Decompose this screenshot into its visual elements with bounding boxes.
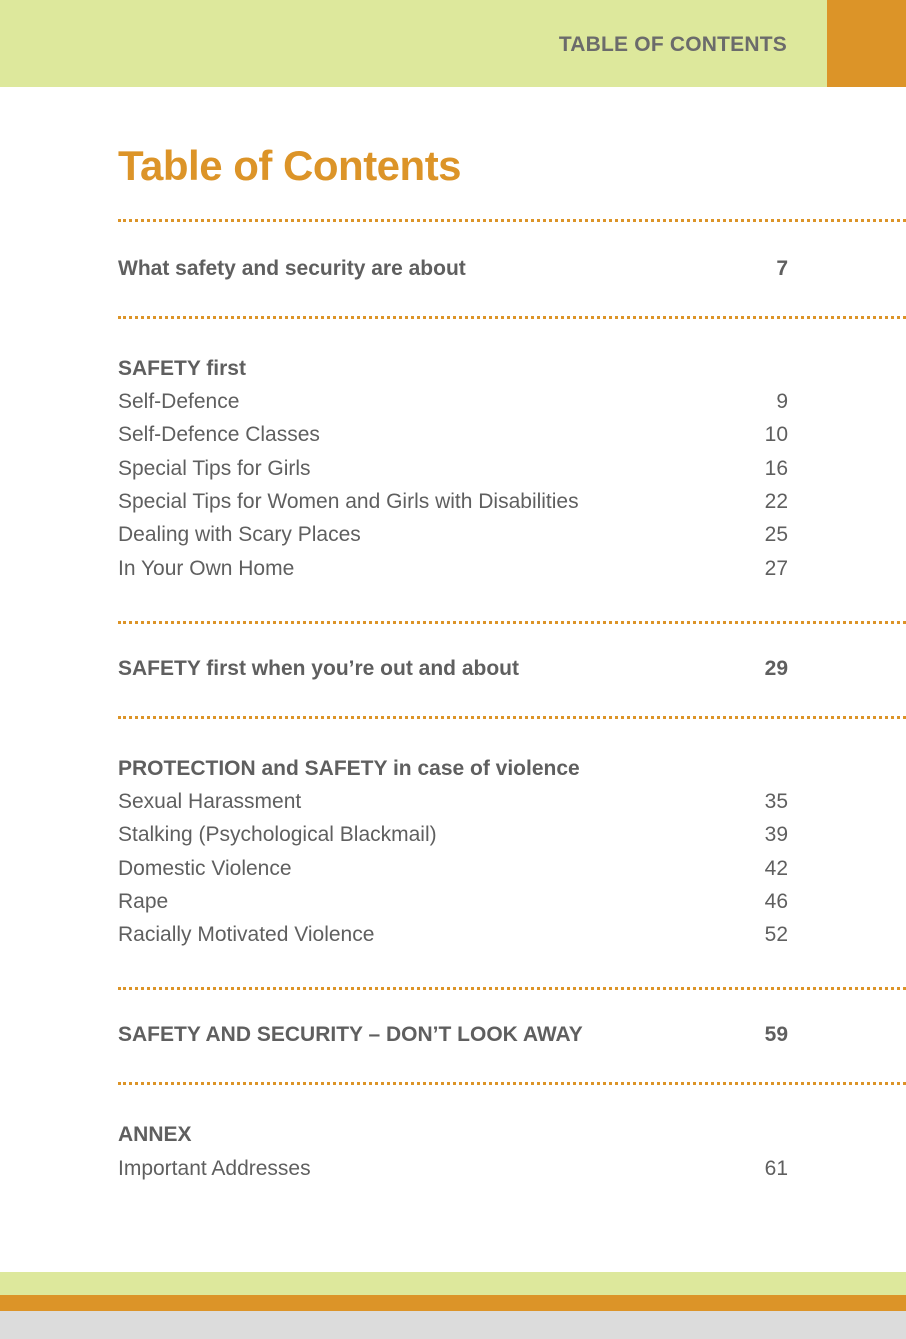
toc-heading-label: ANNEX [118,1123,192,1146]
toc-entry[interactable] [118,787,788,817]
toc-entry-label: Dealing with Scary Places [118,523,361,546]
toc-entry[interactable] [118,854,788,884]
toc-page-number: 59 [764,1023,788,1046]
toc-entry-label: Stalking (Psychological Blackmail) [118,823,437,846]
toc-entry-label: Important Addresses [118,1157,311,1180]
toc-entry-label: Self-Defence Classes [118,423,320,446]
footer-band-green [0,1272,906,1295]
toc-page-number: 35 [764,790,788,813]
dotted-divider [118,621,906,624]
dotted-divider [118,716,906,719]
toc-heading-label: SAFETY first when you’re out and about [118,657,519,680]
toc-heading-label: SAFETY first [118,357,246,380]
dotted-divider [118,1082,906,1085]
toc-page-number: 10 [764,423,788,446]
footer-band-grey [0,1311,906,1339]
toc-entry-label: In Your Own Home [118,557,295,580]
toc-section-heading[interactable] [118,654,788,684]
toc-entry[interactable] [118,487,788,517]
toc-page-number: 16 [764,457,788,480]
toc-entry[interactable] [118,520,788,550]
toc-section-heading[interactable] [118,1020,788,1050]
toc-entry-label: Special Tips for Women and Girls with Disabilities [118,490,579,513]
toc-page-number: 46 [764,890,788,913]
toc-page-number: 25 [764,523,788,546]
page-title: Table of Contents [118,142,462,189]
toc-section-heading[interactable] [118,254,788,284]
footer-band-orange [0,1295,906,1311]
toc-heading-label: SAFETY AND SECURITY – DON’T LOOK AWAY [118,1023,583,1046]
toc-entry[interactable] [118,1154,788,1184]
toc-page-number: 42 [764,857,788,880]
toc-entry[interactable] [118,554,788,584]
toc-entry-label: Rape [118,890,169,913]
toc-entry[interactable] [118,920,788,950]
toc-page-number: 27 [764,557,788,580]
header-tab [827,0,906,87]
toc-page-number: 29 [764,657,788,680]
toc-entry-label: Special Tips for Girls [118,457,311,480]
toc-entry[interactable] [118,820,788,850]
toc-page-number: 52 [764,923,788,946]
toc-heading-label: PROTECTION and SAFETY in case of violence [118,757,580,780]
toc-entry[interactable] [118,887,788,917]
toc-section-heading [118,354,788,384]
toc-section-heading [118,1120,788,1150]
toc-section-heading [118,754,788,784]
toc-entry[interactable] [118,387,788,417]
toc-page-number: 39 [764,823,788,846]
toc-entry-label: Racially Motivated Violence [118,923,375,946]
toc-entry-label: Self-Defence [118,390,240,413]
toc-page-number: 9 [776,390,788,413]
toc-page-number: 7 [776,257,788,280]
toc-page-number: 22 [764,490,788,513]
toc-heading-label: What safety and security are about [118,257,466,280]
dotted-divider [118,987,906,990]
dotted-divider [118,219,906,222]
toc-entry[interactable] [118,420,788,450]
running-header: TABLE OF CONTENTS [558,33,787,56]
toc-entry-label: Sexual Harassment [118,790,302,813]
toc-entry-label: Domestic Violence [118,857,292,880]
dotted-divider [118,316,906,319]
toc-page-number: 61 [764,1157,788,1180]
toc-entry[interactable] [118,454,788,484]
